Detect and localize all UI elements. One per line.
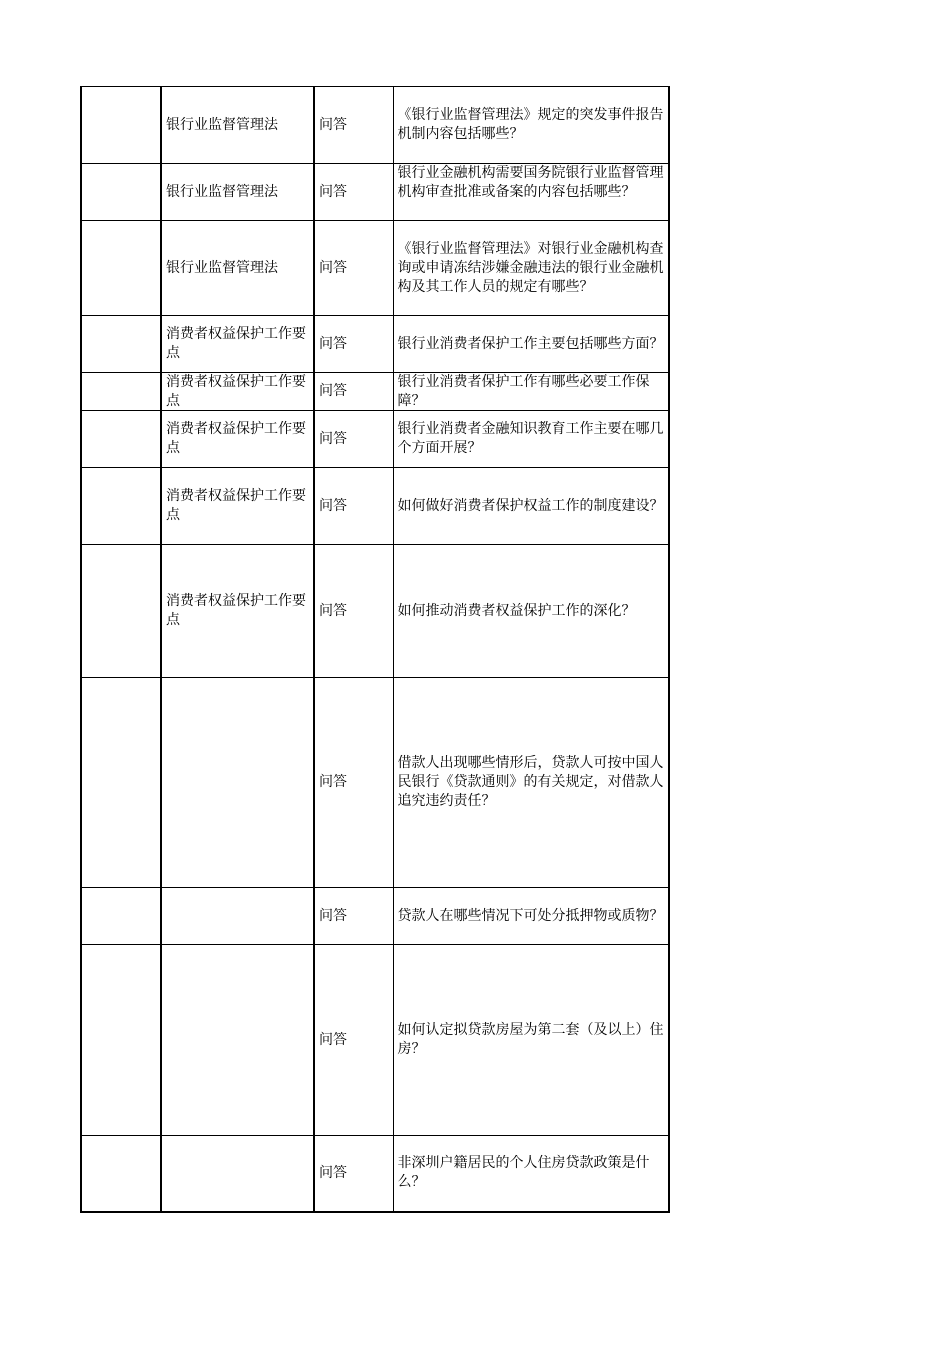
type-cell: 问答 — [314, 164, 393, 221]
type-cell: 问答 — [314, 468, 393, 545]
id-cell — [81, 316, 161, 373]
category-cell — [161, 945, 314, 1136]
question-cell: 银行业消费者保护工作主要包括哪些方面？ — [393, 316, 669, 373]
type-cell: 问答 — [314, 545, 393, 678]
id-cell — [81, 221, 161, 316]
question-text: 银行业金融机构需要国务院银行业监督管理机构审查批准或备案的内容包括哪些？ — [397, 165, 664, 200]
question-cell: 《银行业监督管理法》规定的突发事件报告机制内容包括哪些？ — [393, 87, 669, 164]
id-cell — [81, 411, 161, 468]
table-row — [81, 373, 669, 411]
category-cell: 银行业监督管理法 — [161, 164, 314, 221]
id-cell — [81, 87, 161, 164]
id-cell — [81, 945, 161, 1136]
id-cell — [81, 373, 161, 411]
category-cell — [161, 678, 314, 888]
category-cell: 消费者权益保护工作要点 — [161, 545, 314, 678]
table-row — [81, 1136, 669, 1212]
question-text: 银行业消费者保护工作有哪些必要工作保障？ — [397, 374, 650, 409]
category-cell: 消费者权益保护工作要点 — [161, 411, 314, 468]
table-row — [81, 468, 669, 545]
type-cell: 问答 — [314, 373, 393, 411]
id-cell — [81, 678, 161, 888]
table-row — [81, 945, 669, 1136]
category-cell: 银行业监督管理法 — [161, 87, 314, 164]
question-cell: 借款人出现哪些情形后，贷款人可按中国人民银行《贷款通则》的有关规定，对借款人追究违约责任？ — [393, 678, 669, 888]
question-cell: 贷款人在哪些情况下可处分抵押物或质物？ — [393, 888, 669, 945]
type-cell: 问答 — [314, 1136, 393, 1212]
type-cell: 问答 — [314, 87, 393, 164]
question-cell — [393, 164, 669, 221]
id-cell — [81, 164, 161, 221]
question-cell: 银行业消费者金融知识教育工作主要在哪几个方面开展？ — [393, 411, 669, 468]
type-cell: 问答 — [314, 221, 393, 316]
table-row — [81, 545, 669, 678]
question-cell: 《银行业监督管理法》对银行业金融机构查询或申请冻结涉嫌金融违法的银行业金融机构及其工作人员的规定有哪些？ — [393, 221, 669, 316]
category-cell: 银行业监督管理法 — [161, 221, 314, 316]
category-cell: 消费者权益保护工作要点 — [161, 316, 314, 373]
category-cell — [161, 888, 314, 945]
category-text: 消费者权益保护工作要点 — [166, 374, 306, 409]
table-row — [81, 87, 669, 164]
question-cell — [393, 373, 669, 411]
id-cell — [81, 888, 161, 945]
table-row — [81, 221, 669, 316]
table-row — [81, 164, 669, 221]
type-cell: 问答 — [314, 888, 393, 945]
type-cell: 问答 — [314, 316, 393, 373]
id-cell — [81, 468, 161, 545]
id-cell — [81, 545, 161, 678]
table-row — [81, 678, 669, 888]
question-cell: 如何做好消费者保护权益工作的制度建设？ — [393, 468, 669, 545]
category-cell: 消费者权益保护工作要点 — [161, 468, 314, 545]
type-cell: 问答 — [314, 945, 393, 1136]
question-table — [80, 86, 670, 1213]
type-cell: 问答 — [314, 678, 393, 888]
table-row — [81, 316, 669, 373]
category-cell — [161, 373, 314, 411]
table-row — [81, 888, 669, 945]
id-cell — [81, 1136, 161, 1212]
question-cell: 非深圳户籍居民的个人住房贷款政策是什么？ — [393, 1136, 669, 1212]
category-cell — [161, 1136, 314, 1212]
table-row — [81, 411, 669, 468]
question-cell: 如何推动消费者权益保护工作的深化？ — [393, 545, 669, 678]
question-cell: 如何认定拟贷款房屋为第二套（及以上）住房？ — [393, 945, 669, 1136]
type-cell: 问答 — [314, 411, 393, 468]
